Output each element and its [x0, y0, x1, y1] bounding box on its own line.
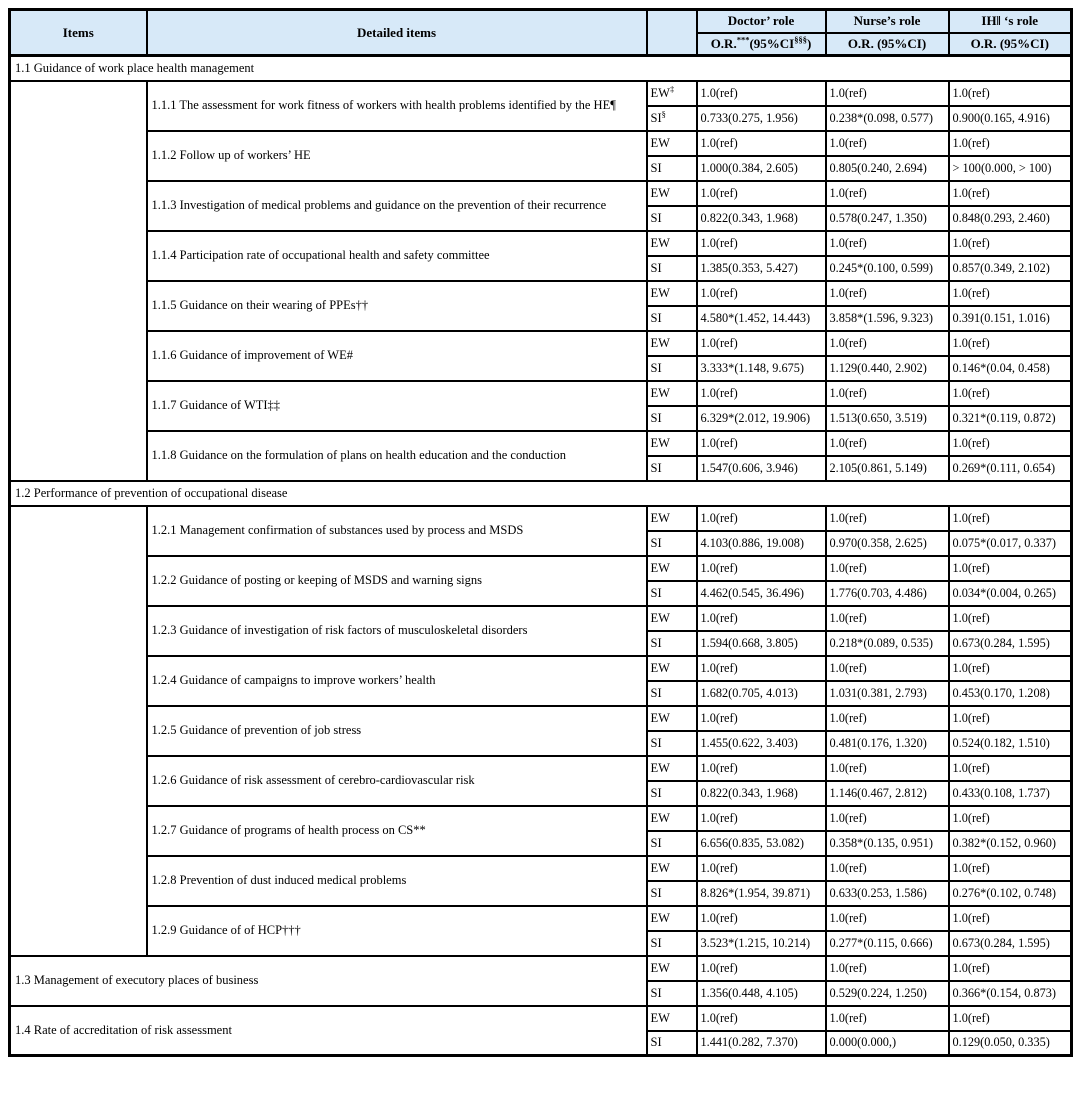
or-value: 1.0(ref) [949, 281, 1072, 306]
or-value: 1.031(0.381, 2.793) [826, 681, 949, 706]
detailed-item-label: 1.1.2 Follow up of workers’ HE [147, 131, 647, 181]
si-row-label: SI [647, 831, 697, 856]
or-value: 1.0(ref) [826, 131, 949, 156]
or-value: 1.0(ref) [826, 856, 949, 881]
or-value: 1.0(ref) [697, 956, 826, 981]
or-value: 0.034*(0.004, 0.265) [949, 581, 1072, 606]
ew-row-label: EW [647, 431, 697, 456]
ew-row-label: EW [647, 656, 697, 681]
column-header-detailed-items: Detailed items [147, 10, 647, 56]
or-value: 0.822(0.343, 1.968) [697, 206, 826, 231]
detailed-item-label: 1.2.5 Guidance of prevention of job stress [147, 706, 647, 756]
si-row-label: SI [647, 356, 697, 381]
or-value: 0.970(0.358, 2.625) [826, 531, 949, 556]
ew-row-label: EW [647, 556, 697, 581]
or-value: 0.238*(0.098, 0.577) [826, 106, 949, 131]
or-value: 1.0(ref) [697, 381, 826, 406]
or-value: 1.0(ref) [697, 1006, 826, 1031]
ew-row-label: EW [647, 281, 697, 306]
or-value: 1.0(ref) [949, 81, 1072, 106]
or-value: 0.805(0.240, 2.694) [826, 156, 949, 181]
detailed-item-label: 1.1.1 The assessment for work fitness of workers with health problems identified by the HE¶ [147, 81, 647, 131]
or-value: 1.0(ref) [697, 656, 826, 681]
detailed-item-label: 1.1.7 Guidance of WTI‡‡ [147, 381, 647, 431]
column-subheader-ih-or: O.R. (95%CI) [949, 33, 1072, 56]
detailed-item-label: 1.2.1 Management confirmation of substances used by process and MSDS [147, 506, 647, 556]
si-row-label: SI [647, 781, 697, 806]
or-value: 1.0(ref) [697, 606, 826, 631]
or-value: 3.333*(1.148, 9.675) [697, 356, 826, 381]
items-group-cell [10, 506, 147, 956]
table-row [10, 431, 1072, 456]
si-footnote-mark: § [661, 108, 666, 119]
or-value: 0.391(0.151, 1.016) [949, 306, 1072, 331]
si-row-label: SI [647, 156, 697, 181]
or-value: 3.523*(1.215, 10.214) [697, 931, 826, 956]
or-value: 0.900(0.165, 4.916) [949, 106, 1072, 131]
or-value: 1.385(0.353, 5.427) [697, 256, 826, 281]
or-value: 1.0(ref) [697, 756, 826, 781]
or-value: 1.146(0.467, 2.812) [826, 781, 949, 806]
section-marks-superscript: §§§ [794, 34, 807, 45]
si-row-label: SI [647, 531, 697, 556]
or-value: 0.321*(0.119, 0.872) [949, 406, 1072, 431]
column-header-items: Items [10, 10, 147, 56]
or-value: 2.105(0.861, 5.149) [826, 456, 949, 481]
or-value: 1.0(ref) [949, 656, 1072, 681]
si-row-label: SI [647, 681, 697, 706]
or-value: 0.524(0.182, 1.510) [949, 731, 1072, 756]
detailed-item-label: 1.1.5 Guidance on their wearing of PPEs†† [147, 281, 647, 331]
table-row [10, 706, 1072, 731]
table-row [10, 606, 1072, 631]
or-value: 1.0(ref) [949, 706, 1072, 731]
or-value: 1.0(ref) [949, 606, 1072, 631]
or-value: 0.075*(0.017, 0.337) [949, 531, 1072, 556]
detailed-item-label: 1.1.6 Guidance of improvement of WE# [147, 331, 647, 381]
or-value: 0.269*(0.111, 0.654) [949, 456, 1072, 481]
or-value: 1.0(ref) [949, 181, 1072, 206]
table-row [10, 906, 1072, 931]
or-value: 8.826*(1.954, 39.871) [697, 881, 826, 906]
section-title-row [10, 481, 1072, 506]
or-value: 1.129(0.440, 2.902) [826, 356, 949, 381]
or-value: 1.0(ref) [949, 506, 1072, 531]
or-value: 1.0(ref) [697, 331, 826, 356]
or-value: 0.578(0.247, 1.350) [826, 206, 949, 231]
odds-ratio-results-table [8, 8, 1073, 1057]
or-value: 1.0(ref) [697, 806, 826, 831]
column-header-ih-role: IH‖ ‘s role [949, 10, 1072, 33]
or-value: 1.441(0.282, 7.370) [697, 1031, 826, 1056]
or-value: 1.0(ref) [697, 906, 826, 931]
ew-row-label: EW [647, 706, 697, 731]
si-row-label: SI [647, 881, 697, 906]
or-value: 0.529(0.224, 1.250) [826, 981, 949, 1006]
ew-row-label: EW [647, 331, 697, 356]
or-value: 1.0(ref) [697, 131, 826, 156]
or-value: 1.594(0.668, 3.805) [697, 631, 826, 656]
table-row [10, 131, 1072, 156]
detailed-item-label: 1.1.4 Participation rate of occupational health and safety committee [147, 231, 647, 281]
or-value: 0.633(0.253, 1.586) [826, 881, 949, 906]
or-value: 1.0(ref) [697, 281, 826, 306]
column-header-doctor-role: Doctor’ role [697, 10, 826, 33]
or-value: 1.356(0.448, 4.105) [697, 981, 826, 1006]
or-value: 4.103(0.886, 19.008) [697, 531, 826, 556]
detailed-item-label: 1.1.3 Investigation of medical problems and guidance on the prevention of their recurrence [147, 181, 647, 231]
or-value: 1.0(ref) [949, 856, 1072, 881]
table-row [10, 281, 1072, 306]
or-value: 1.0(ref) [949, 231, 1072, 256]
or-value: 0.277*(0.115, 0.666) [826, 931, 949, 956]
or-value: 1.0(ref) [949, 956, 1072, 981]
or-value: 1.0(ref) [697, 506, 826, 531]
detailed-item-label: 1.1.8 Guidance on the formulation of plans on health education and the conduction [147, 431, 647, 481]
column-header-ewsi-spacer [647, 10, 697, 56]
or-value: 0.673(0.284, 1.595) [949, 931, 1072, 956]
column-header-nurse-role: Nurse’s role [826, 10, 949, 33]
si-row-label: SI§ [647, 106, 697, 131]
asterisks-superscript: *** [736, 34, 750, 45]
si-row-label: SI [647, 631, 697, 656]
or-value: 1.0(ref) [949, 556, 1072, 581]
or-value: 0.433(0.108, 1.737) [949, 781, 1072, 806]
ew-row-label: EW [647, 231, 697, 256]
ew-row-label: EW [647, 806, 697, 831]
or-value: 1.0(ref) [949, 806, 1072, 831]
detailed-item-label: 1.2.6 Guidance of risk assessment of cerebro-cardiovascular risk [147, 756, 647, 806]
or-value: 1.0(ref) [697, 856, 826, 881]
si-row-label: SI [647, 581, 697, 606]
or-value: 6.656(0.835, 53.082) [697, 831, 826, 856]
or-value: 0.218*(0.089, 0.535) [826, 631, 949, 656]
ew-row-label: EW [647, 756, 697, 781]
ew-row-label: EW [647, 606, 697, 631]
or-value: 1.0(ref) [949, 131, 1072, 156]
or-value: 0.129(0.050, 0.335) [949, 1031, 1072, 1056]
table-row [10, 1006, 1072, 1031]
or-value: 1.0(ref) [826, 331, 949, 356]
ew-row-label: EW [647, 856, 697, 881]
ew-row-label: EW [647, 131, 697, 156]
si-row-label: SI [647, 456, 697, 481]
ew-row-label: EW [647, 381, 697, 406]
si-row-label: SI [647, 406, 697, 431]
or-value: 0.245*(0.100, 0.599) [826, 256, 949, 281]
section-item-label: 1.4 Rate of accreditation of risk assessment [10, 1006, 647, 1056]
section-title-row [10, 56, 1072, 81]
or-value: 1.776(0.703, 4.486) [826, 581, 949, 606]
or-value: 0.382*(0.152, 0.960) [949, 831, 1072, 856]
or-value: 1.0(ref) [826, 806, 949, 831]
or-value: 1.455(0.622, 3.403) [697, 731, 826, 756]
or-value: 1.0(ref) [826, 606, 949, 631]
or-value: 0.453(0.170, 1.208) [949, 681, 1072, 706]
detailed-item-label: 1.2.7 Guidance of programs of health process on CS** [147, 806, 647, 856]
or-value: 3.858*(1.596, 9.323) [826, 306, 949, 331]
or-value: 1.0(ref) [949, 431, 1072, 456]
section-item-label: 1.3 Management of executory places of business [10, 956, 647, 1006]
ew-row-label: EW [647, 1006, 697, 1031]
or-value: 1.0(ref) [697, 231, 826, 256]
or-value: 1.0(ref) [826, 756, 949, 781]
or-value: 1.0(ref) [697, 81, 826, 106]
or-value: 1.0(ref) [826, 956, 949, 981]
or-value: 4.462(0.545, 36.496) [697, 581, 826, 606]
table-row [10, 656, 1072, 681]
si-row-label: SI [647, 256, 697, 281]
column-subheader-nurse-or: O.R. (95%CI) [826, 33, 949, 56]
table-row [10, 231, 1072, 256]
ew-row-label: EW [647, 506, 697, 531]
or-value: 1.0(ref) [697, 556, 826, 581]
detailed-item-label: 1.2.4 Guidance of campaigns to improve workers’ health [147, 656, 647, 706]
table-row [10, 506, 1072, 531]
or-value: 0.673(0.284, 1.595) [949, 631, 1072, 656]
or-value: 6.329*(2.012, 19.906) [697, 406, 826, 431]
or-value: 0.857(0.349, 2.102) [949, 256, 1072, 281]
table-row [10, 381, 1072, 406]
or-value: 1.0(ref) [826, 706, 949, 731]
detailed-item-label: 1.2.8 Prevention of dust induced medical problems [147, 856, 647, 906]
or-value: 1.0(ref) [826, 431, 949, 456]
table-row [10, 856, 1072, 881]
or-value: 1.0(ref) [826, 381, 949, 406]
table-row [10, 956, 1072, 981]
or-value: 1.547(0.606, 3.946) [697, 456, 826, 481]
ew-footnote-mark: ‡ [669, 83, 675, 94]
or-value: 1.0(ref) [826, 231, 949, 256]
or-value: 0.000(0.000,) [826, 1031, 949, 1056]
or-value: 1.000(0.384, 2.605) [697, 156, 826, 181]
or-value: 1.682(0.705, 4.013) [697, 681, 826, 706]
or-value: 1.0(ref) [826, 281, 949, 306]
or-value: 1.0(ref) [826, 181, 949, 206]
or-value: 1.0(ref) [697, 431, 826, 456]
ew-row-label: EW [647, 956, 697, 981]
or-value: 1.0(ref) [826, 906, 949, 931]
si-row-label: SI [647, 731, 697, 756]
si-row-label: SI [647, 1031, 697, 1056]
si-row-label: SI [647, 306, 697, 331]
detailed-item-label: 1.2.3 Guidance of investigation of risk factors of musculoskeletal disorders [147, 606, 647, 656]
or-value: 1.0(ref) [949, 906, 1072, 931]
or-value: 1.0(ref) [949, 331, 1072, 356]
or-value: 1.513(0.650, 3.519) [826, 406, 949, 431]
table-row [10, 806, 1072, 831]
or-value: 0.733(0.275, 1.956) [697, 106, 826, 131]
table-row [10, 181, 1072, 206]
or-value: 0.481(0.176, 1.320) [826, 731, 949, 756]
or-value: 4.580*(1.452, 14.443) [697, 306, 826, 331]
ew-row-label: EW [647, 181, 697, 206]
ew-row-label: EW‡ [647, 81, 697, 106]
detailed-item-label: 1.2.9 Guidance of of HCP††† [147, 906, 647, 956]
or-value: 0.358*(0.135, 0.951) [826, 831, 949, 856]
column-subheader-doctor-or: O.R.***(95%CI§§§) [697, 33, 826, 56]
si-row-label: SI [647, 206, 697, 231]
or-value: 0.848(0.293, 2.460) [949, 206, 1072, 231]
si-row-label: SI [647, 981, 697, 1006]
table-row [10, 756, 1072, 781]
or-value: 1.0(ref) [949, 381, 1072, 406]
or-value: 1.0(ref) [697, 706, 826, 731]
or-value: 1.0(ref) [949, 1006, 1072, 1031]
or-value: 1.0(ref) [826, 1006, 949, 1031]
table-row [10, 331, 1072, 356]
or-value: 0.146*(0.04, 0.458) [949, 356, 1072, 381]
or-value: 0.366*(0.154, 0.873) [949, 981, 1072, 1006]
section-title: 1.1 Guidance of work place health management [10, 56, 1072, 81]
or-value: 1.0(ref) [826, 81, 949, 106]
ew-row-label: EW [647, 906, 697, 931]
or-value: 1.0(ref) [826, 506, 949, 531]
or-value: 1.0(ref) [949, 756, 1072, 781]
or-value: 1.0(ref) [826, 556, 949, 581]
or-value: 1.0(ref) [697, 181, 826, 206]
table-row [10, 556, 1072, 581]
si-row-label: SI [647, 931, 697, 956]
or-value: 1.0(ref) [826, 656, 949, 681]
items-group-cell [10, 81, 147, 481]
section-title: 1.2 Performance of prevention of occupational disease [10, 481, 1072, 506]
detailed-item-label: 1.2.2 Guidance of posting or keeping of MSDS and warning signs [147, 556, 647, 606]
or-value: 0.822(0.343, 1.968) [697, 781, 826, 806]
or-value: 0.276*(0.102, 0.748) [949, 881, 1072, 906]
table-row [10, 81, 1072, 106]
or-value: > 100(0.000, > 100) [949, 156, 1072, 181]
